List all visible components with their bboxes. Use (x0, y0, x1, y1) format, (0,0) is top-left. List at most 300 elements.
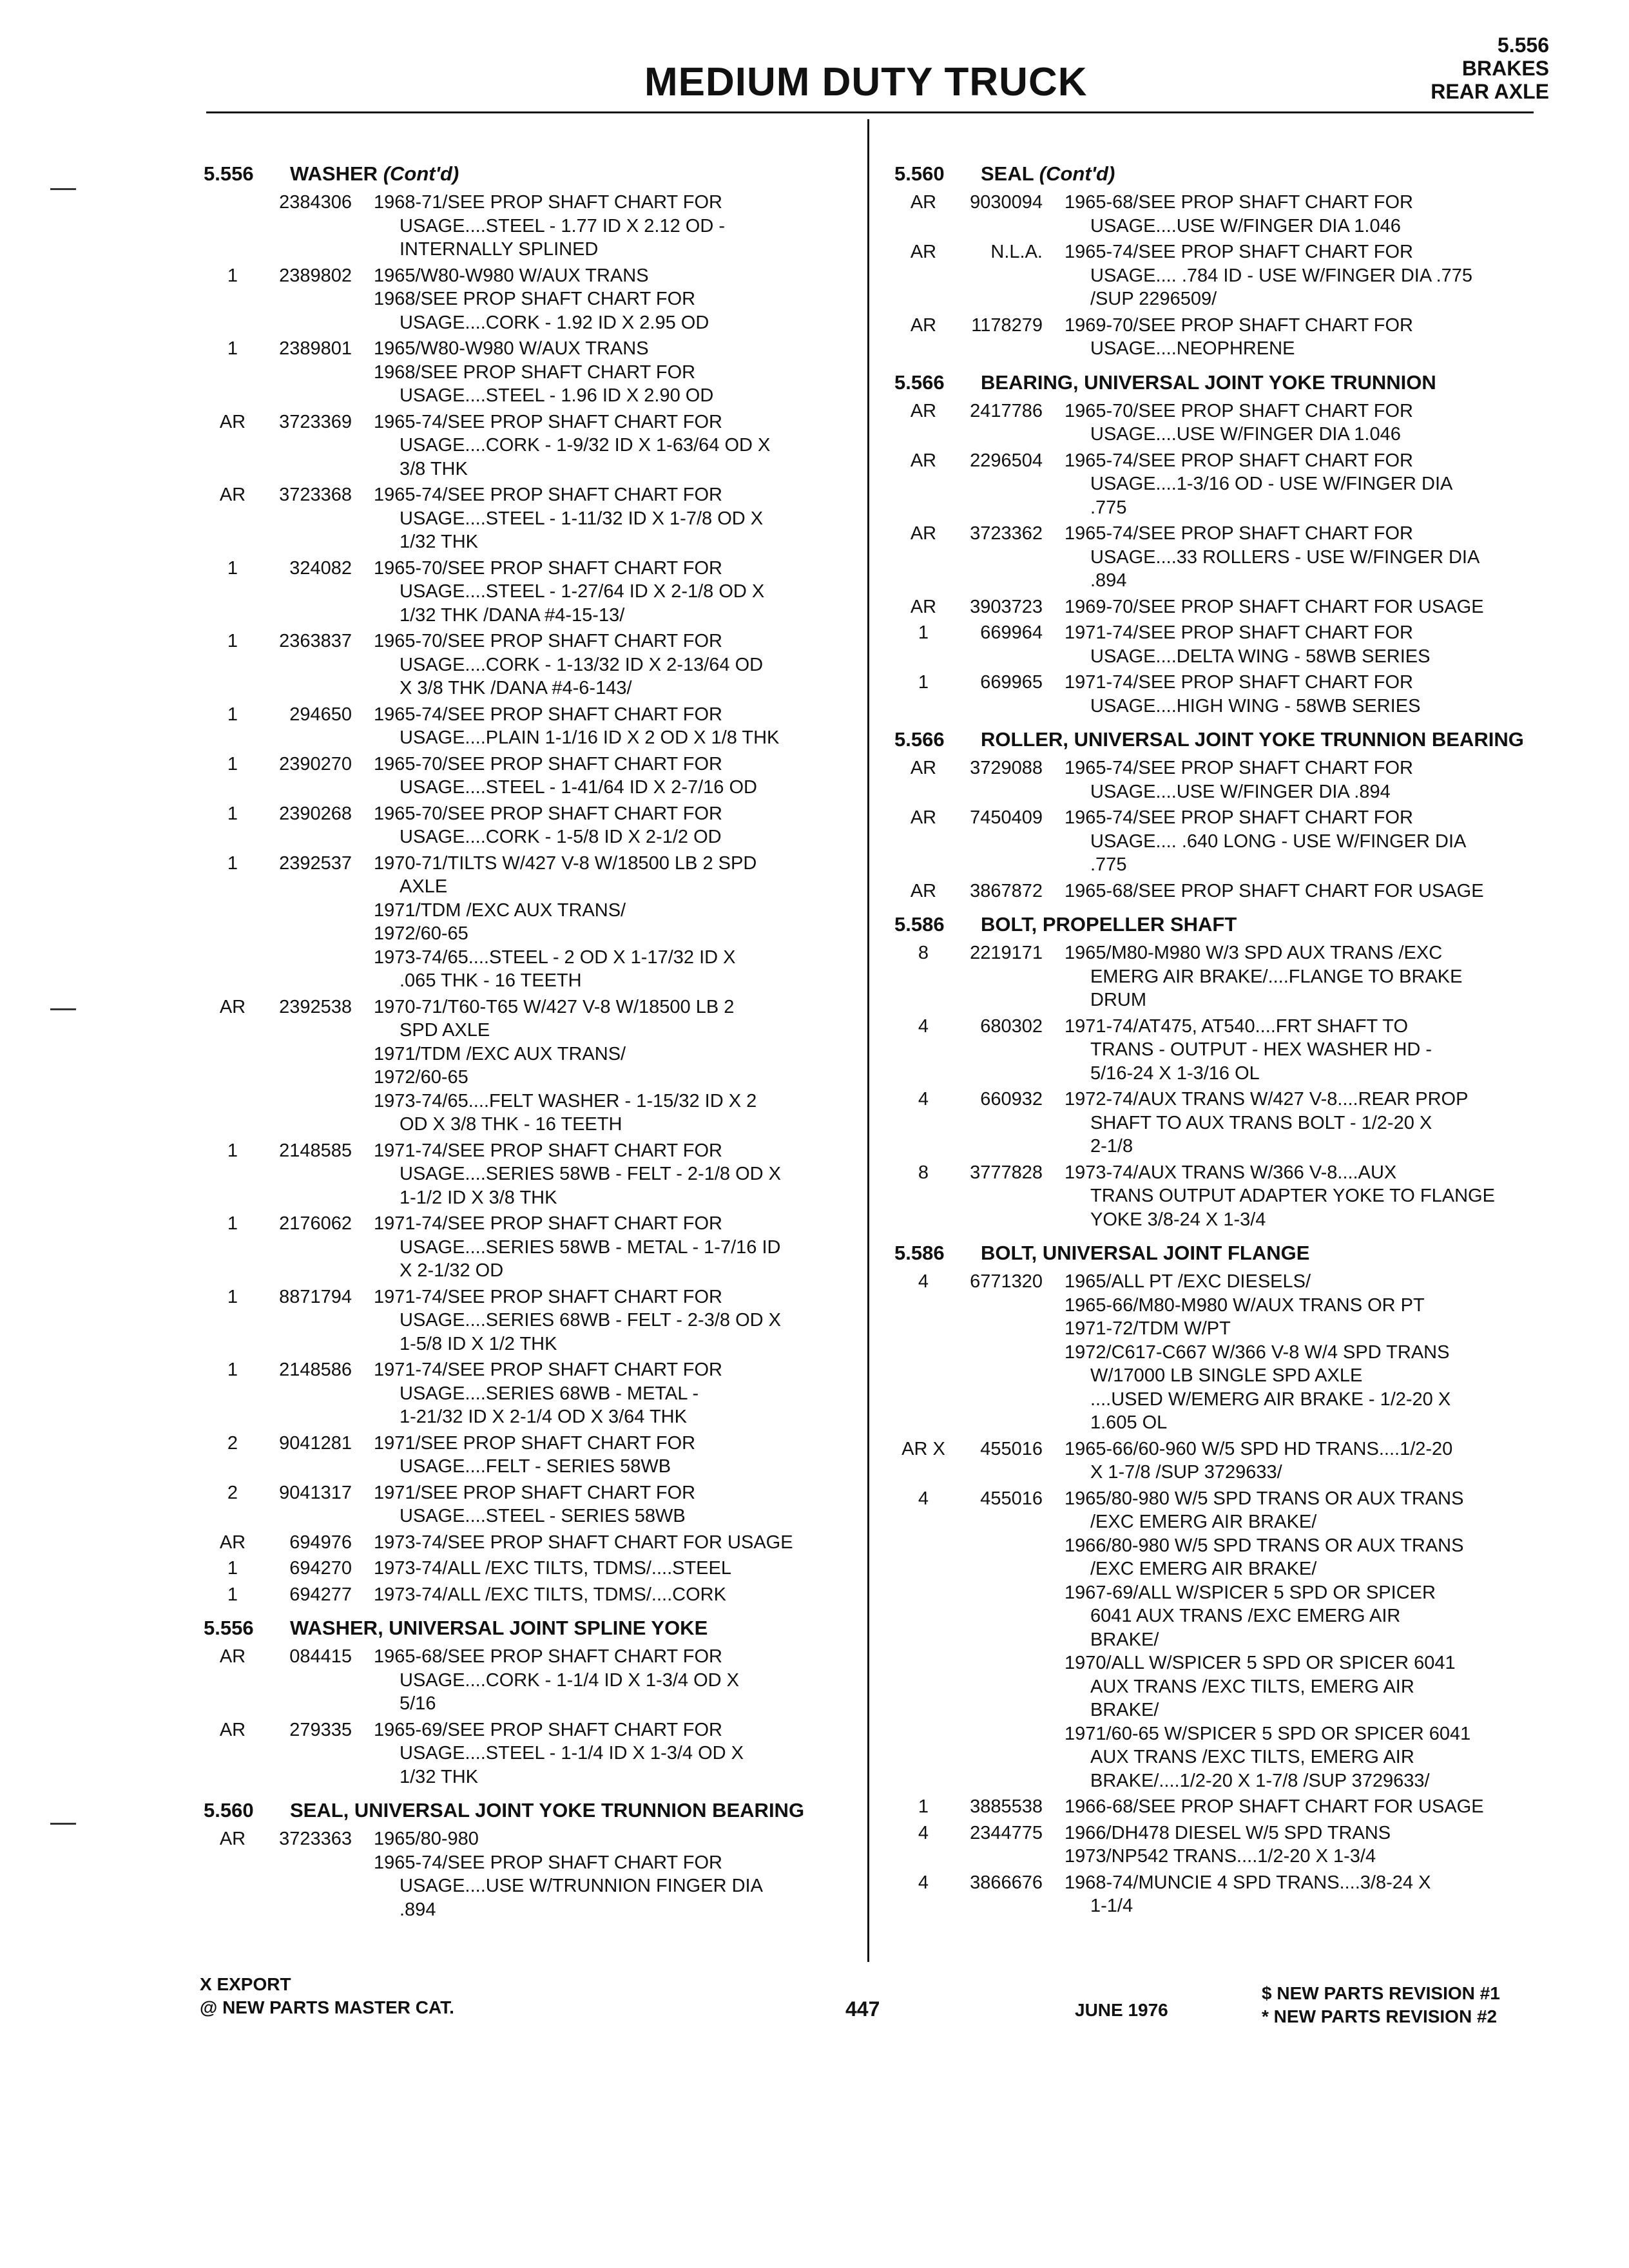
part-description (1065, 595, 1545, 619)
part-row (894, 1487, 1545, 1793)
description-line: 1971-74/SEE PROP SHAFT CHART FOR (374, 1286, 722, 1307)
description-line: USAGE....CORK - 1.92 ID X 2.95 OD (400, 312, 709, 333)
part-description (374, 1645, 854, 1716)
section-header-block (1431, 34, 1549, 103)
part-number: 3723369 (279, 411, 352, 432)
part-number: 660932 (980, 1089, 1043, 1110)
description-line: 1965-74/SEE PROP SHAFT CHART FOR (1065, 758, 1413, 778)
description-line: .894 (1090, 570, 1127, 591)
part-description (374, 852, 854, 993)
description-line: 1965/ALL PT /EXC DIESELS/ (1065, 1271, 1311, 1292)
description-line: USAGE....USE W/FINGER DIA .894 (1090, 781, 1391, 802)
part-description (374, 191, 854, 262)
part-number: 694976 (289, 1532, 352, 1553)
section-title: WASHER (Cont'd) (290, 162, 459, 185)
part-quantity: AR (910, 758, 937, 778)
description-line: 1971/SEE PROP SHAFT CHART FOR (374, 1482, 696, 1503)
part-description (374, 1827, 854, 1921)
part-description (1065, 314, 1545, 361)
part-quantity: AR (219, 485, 246, 505)
description-line: USAGE....USE W/TRUNNION FINGER DIA (400, 1876, 763, 1896)
description-line: 1965-68/SEE PROP SHAFT CHART FOR (374, 1646, 722, 1667)
description-line: USAGE....CORK - 1-5/8 ID X 2-1/2 OD (400, 827, 722, 847)
description-line: USAGE....SERIES 58WB - METAL - 1-7/16 ID (400, 1236, 781, 1258)
description-line: 1/32 THK /DANA #4-15-13/ (400, 604, 625, 626)
column-divider (867, 119, 869, 1962)
part-description (374, 1557, 854, 1581)
section-code: 5.556 (1497, 34, 1549, 57)
part-description (374, 703, 854, 750)
description-line: AXLE (400, 876, 448, 897)
description-line: USAGE....STEEL - 1-27/64 ID X 2-1/8 OD X (400, 581, 765, 602)
description-line: 1971-74/SEE PROP SHAFT CHART FOR (374, 1213, 722, 1234)
description-line: 1965-74/SEE PROP SHAFT CHART FOR (1065, 242, 1413, 262)
part-number: 2417786 (970, 400, 1043, 421)
part-row (894, 806, 1545, 877)
part-quantity: AR (910, 880, 937, 901)
description-line: /EXC EMERG AIR BRAKE/ (1090, 1512, 1317, 1532)
part-number: 2389802 (279, 265, 352, 286)
section-title: SEAL (Cont'd) (981, 162, 1115, 185)
description-line: USAGE....CORK - 1-1/4 ID X 1-3/4 OD X (400, 1669, 739, 1691)
part-row (204, 1557, 854, 1581)
part-quantity: 4 (918, 1089, 929, 1110)
description-line: 1/32 THK (400, 532, 478, 552)
part-description (1065, 1795, 1545, 1819)
continued-label: (Cont'd) (1039, 162, 1115, 185)
part-number: 694277 (289, 1584, 352, 1605)
description-line: USAGE....SERIES 68WB - FELT - 2-3/8 OD X (400, 1310, 781, 1331)
description-line: 1966/80-980 W/5 SPD TRANS OR AUX TRANS (1065, 1535, 1464, 1556)
part-quantity: 1 (227, 1286, 238, 1307)
part-row (894, 449, 1545, 520)
section-number: 5.556 (204, 1617, 254, 1639)
description-line: USAGE....SERIES 68WB - METAL - (400, 1383, 699, 1404)
part-row (204, 1718, 854, 1789)
description-line: USAGE....STEEL - 1-1/4 ID X 1-3/4 OD X (400, 1743, 744, 1763)
description-line: 1969-70/SEE PROP SHAFT CHART FOR (1065, 314, 1413, 336)
page-title: MEDIUM DUTY TRUCK (644, 60, 1088, 104)
description-line: .775 (1090, 497, 1127, 518)
part-description (374, 1718, 854, 1789)
part-quantity: AR (219, 411, 246, 432)
description-line: 1968/SEE PROP SHAFT CHART FOR (374, 289, 696, 309)
part-row (204, 1645, 854, 1716)
part-quantity: AR (219, 1829, 246, 1849)
description-line: 1971-74/AT475, AT540....FRT SHAFT TO (1065, 1015, 1409, 1037)
footer-rev1: $ NEW PARTS REVISION #1 (1262, 1983, 1500, 2003)
description-line: YOKE 3/8-24 X 1-3/4 (1090, 1209, 1266, 1230)
description-line: USAGE....USE W/FINGER DIA 1.046 (1090, 215, 1401, 236)
description-line: USAGE....NEOPHRENE (1090, 338, 1295, 359)
page-number: 447 (845, 1997, 880, 2021)
description-line: 1965/M80-M980 W/3 SPD AUX TRANS /EXC (1065, 943, 1443, 963)
footer-rev2: * NEW PARTS REVISION #2 (1262, 2006, 1498, 2026)
part-row (204, 337, 854, 408)
description-line: 1973/NP542 TRANS....1/2-20 X 1-3/4 (1065, 1846, 1376, 1867)
description-line: 1965-74/SEE PROP SHAFT CHART FOR (374, 1852, 722, 1873)
description-line: USAGE....1-3/16 OD - USE W/FINGER DIA (1090, 474, 1453, 494)
footer-master: @ NEW PARTS MASTER CAT. (200, 1997, 454, 2017)
description-line: 5/16-24 X 1-3/16 OL (1090, 1062, 1260, 1084)
part-row (894, 191, 1545, 238)
margin-mark (50, 188, 76, 190)
description-line: 1965-74/SEE PROP SHAFT CHART FOR (374, 411, 722, 432)
description-line: 1973-74/SEE PROP SHAFT CHART FOR USAGE (374, 1532, 793, 1553)
description-line: 1967-69/ALL W/SPICER 5 SPD OR SPICER (1065, 1582, 1436, 1603)
part-quantity: 1 (918, 1796, 929, 1817)
description-line: USAGE....USE W/FINGER DIA 1.046 (1090, 424, 1401, 445)
part-row (894, 671, 1545, 718)
section-title: WASHER, UNIVERSAL JOINT SPLINE YOKE (290, 1617, 708, 1639)
part-row (204, 483, 854, 554)
part-row (204, 410, 854, 481)
description-line: EMERG AIR BRAKE/....FLANGE TO BRAKE (1090, 966, 1463, 987)
description-line: 1971-74/SEE PROP SHAFT CHART FOR (374, 1360, 722, 1380)
part-quantity: 1 (227, 1140, 238, 1161)
part-description (1065, 399, 1545, 447)
part-row (204, 1531, 854, 1555)
description-line: AUX TRANS /EXC TILTS, EMERG AIR (1090, 1747, 1414, 1767)
part-row (204, 191, 854, 262)
description-line: 1965-70/SEE PROP SHAFT CHART FOR (1065, 400, 1413, 421)
description-line: 1971-72/TDM W/PT (1065, 1318, 1231, 1339)
part-row (894, 621, 1545, 668)
part-quantity: 1 (227, 852, 238, 874)
part-row (204, 1827, 854, 1921)
description-line: 1965-70/SEE PROP SHAFT CHART FOR (374, 631, 722, 651)
part-quantity: 2 (227, 1432, 238, 1454)
part-row (204, 703, 854, 750)
description-line: 1-21/32 ID X 2-1/4 OD X 3/64 THK (400, 1407, 687, 1427)
description-line: /EXC EMERG AIR BRAKE/ (1090, 1559, 1317, 1579)
description-line: 1971-74/SEE PROP SHAFT CHART FOR (374, 1140, 722, 1161)
description-line: USAGE....STEEL - SERIES 58WB (400, 1506, 686, 1526)
description-line: BRAKE/ (1090, 1700, 1159, 1720)
section-number: 5.556 (204, 162, 254, 185)
continued-label: (Cont'd) (383, 162, 459, 185)
part-description (1065, 522, 1545, 593)
part-description (374, 264, 854, 335)
part-quantity: AR (910, 192, 937, 213)
description-line: 1970/ALL W/SPICER 5 SPD OR SPICER 6041 (1065, 1653, 1456, 1673)
description-line: AUX TRANS /EXC TILTS, EMERG AIR (1090, 1676, 1414, 1697)
part-number: 2389801 (279, 338, 352, 359)
part-description (374, 1481, 854, 1528)
description-line: 1972/60-65 (374, 1067, 468, 1088)
part-row (894, 1821, 1545, 1869)
part-description (1065, 941, 1545, 1012)
description-line: TRANS - OUTPUT - HEX WASHER HD - (1090, 1039, 1432, 1060)
part-row (894, 1161, 1545, 1232)
part-row (204, 1481, 854, 1528)
description-line: USAGE....33 ROLLERS - USE W/FINGER DIA (1090, 546, 1480, 568)
part-number: 3885538 (970, 1796, 1043, 1817)
part-description (374, 483, 854, 554)
part-number: 2384306 (279, 192, 352, 213)
description-line: 1971/TDM /EXC AUX TRANS/ (374, 1043, 626, 1064)
part-row (204, 264, 854, 335)
part-description (374, 337, 854, 408)
section-heading (894, 913, 1545, 936)
part-number: 8871794 (279, 1286, 352, 1307)
description-line: 1965-66/M80-M980 W/AUX TRANS OR PT (1065, 1294, 1425, 1316)
part-quantity: 1 (227, 1213, 238, 1234)
part-number: 7450409 (970, 807, 1043, 828)
part-row (204, 995, 854, 1137)
part-row (894, 314, 1545, 361)
section-number: 5.560 (204, 1799, 254, 1821)
part-row (894, 756, 1545, 803)
description-line: 1965-74/SEE PROP SHAFT CHART FOR (374, 485, 722, 505)
part-number: 3777828 (970, 1162, 1043, 1183)
description-line: 1971/SEE PROP SHAFT CHART FOR (374, 1432, 696, 1454)
description-line: 1969-70/SEE PROP SHAFT CHART FOR USAGE (1065, 596, 1484, 617)
part-row (894, 941, 1545, 1012)
section-number: 5.560 (894, 162, 945, 185)
part-description (374, 1139, 854, 1210)
description-line: 6041 AUX TRANS /EXC EMERG AIR (1090, 1606, 1401, 1626)
part-row (894, 1015, 1545, 1086)
part-quantity: AR (910, 596, 937, 617)
part-quantity: 1 (227, 557, 238, 579)
description-line: 1971/TDM /EXC AUX TRANS/ (374, 899, 626, 921)
description-line: 5/16 (400, 1693, 436, 1714)
description-line: 1965-68/SEE PROP SHAFT CHART FOR (1065, 192, 1413, 213)
part-quantity: AR (219, 1719, 246, 1740)
part-quantity: 4 (918, 1872, 929, 1893)
part-description (1065, 1821, 1545, 1869)
part-row (204, 629, 854, 700)
part-description (1065, 1161, 1545, 1232)
part-quantity: 4 (918, 1271, 929, 1292)
part-number: 2219171 (970, 943, 1043, 963)
description-line: USAGE....PLAIN 1-1/16 ID X 2 OD X 1/8 THK (400, 727, 780, 748)
description-line: 3/8 THK (400, 458, 468, 479)
part-row (204, 1358, 854, 1429)
part-description (1065, 621, 1545, 668)
section-title: SEAL, UNIVERSAL JOINT YOKE TRUNNION BEARING (290, 1799, 805, 1821)
margin-mark (50, 1823, 76, 1825)
description-line: 1965/W80-W980 W/AUX TRANS (374, 338, 649, 359)
description-line: 1965-66/60-960 W/5 SPD HD TRANS....1/2-20 (1065, 1438, 1453, 1459)
part-number: 1178279 (971, 314, 1043, 336)
part-quantity: AR (910, 400, 937, 421)
part-row (894, 399, 1545, 447)
description-line: 1966/DH478 DIESEL W/5 SPD TRANS (1065, 1822, 1391, 1843)
description-line: USAGE.... .784 ID - USE W/FINGER DIA .775 (1090, 265, 1473, 286)
part-row (894, 240, 1545, 311)
part-row (894, 1437, 1545, 1485)
part-quantity: 4 (918, 1822, 929, 1843)
description-line: USAGE....STEEL - 1-41/64 ID X 2-7/16 OD (400, 777, 757, 798)
description-line: .894 (400, 1899, 436, 1920)
footer-export: X EXPORT (200, 1974, 291, 1994)
part-description (1065, 1871, 1545, 1918)
description-line: 1973-74/65....STEEL - 2 OD X 1-17/32 ID X (374, 947, 736, 968)
description-line: 1973-74/ALL /EXC TILTS, TDMS/....STEEL (374, 1558, 731, 1579)
description-line: 1965-70/SEE PROP SHAFT CHART FOR (374, 753, 722, 774)
part-number: 3723363 (279, 1829, 352, 1849)
section-heading (204, 1799, 854, 1822)
section-heading (204, 162, 854, 186)
part-number: 3729088 (970, 758, 1043, 778)
description-line: .775 (1090, 854, 1127, 875)
description-line: DRUM (1090, 990, 1146, 1010)
part-number: 2390270 (279, 753, 352, 774)
part-row (894, 522, 1545, 593)
part-number: 669964 (980, 622, 1043, 643)
part-number: 2390268 (279, 803, 352, 824)
part-number: N.L.A. (990, 242, 1043, 262)
part-quantity: 8 (918, 1162, 929, 1183)
part-description (374, 995, 854, 1137)
part-number: 669965 (980, 672, 1043, 693)
description-line: 1970-71/TILTS W/427 V-8 W/18500 LB 2 SPD (374, 852, 757, 874)
part-number: 3903723 (970, 596, 1043, 617)
part-quantity: 4 (918, 1015, 929, 1037)
part-quantity: 4 (918, 1488, 929, 1509)
part-quantity: 1 (227, 338, 238, 359)
part-number: 324082 (289, 557, 352, 579)
part-description (1065, 449, 1545, 520)
part-row (204, 1583, 854, 1607)
description-line: 1968/SEE PROP SHAFT CHART FOR (374, 361, 696, 383)
part-quantity: 1 (227, 265, 238, 286)
description-line: 1965-74/SEE PROP SHAFT CHART FOR (374, 704, 722, 725)
description-line: 1-1/4 (1090, 1896, 1133, 1916)
description-line: 1965-68/SEE PROP SHAFT CHART FOR USAGE (1065, 880, 1484, 901)
section-title: ROLLER, UNIVERSAL JOINT YOKE TRUNNION BEARING (981, 728, 1524, 751)
description-line: OD X 3/8 THK - 16 TEETH (400, 1114, 622, 1135)
description-line: USAGE....DELTA WING - 58WB SERIES (1090, 646, 1431, 667)
description-line: 1-1/2 ID X 3/8 THK (400, 1187, 557, 1208)
description-line: 1/32 THK (400, 1766, 478, 1787)
part-quantity: 1 (918, 672, 929, 693)
part-number: 279335 (289, 1719, 352, 1740)
description-line: 1968-74/MUNCIE 4 SPD TRANS....3/8-24 X (1065, 1872, 1431, 1893)
description-line: 2-1/8 (1090, 1136, 1133, 1157)
description-line: 1972/60-65 (374, 923, 468, 944)
part-row (204, 557, 854, 628)
description-line: 1968-71/SEE PROP SHAFT CHART FOR (374, 192, 722, 213)
section-subgroup: REAR AXLE (1431, 80, 1549, 103)
part-number: 2176062 (279, 1213, 352, 1234)
part-description (374, 410, 854, 481)
description-line: 1.605 OL (1090, 1412, 1168, 1433)
description-line: .065 THK - 16 TEETH (400, 970, 582, 991)
description-line: BRAKE/....1/2-20 X 1-7/8 /SUP 3729633/ (1090, 1770, 1430, 1791)
description-line: TRANS OUTPUT ADAPTER YOKE TO FLANGE (1090, 1186, 1495, 1206)
part-quantity: 1 (227, 631, 238, 651)
part-description (374, 557, 854, 628)
description-line: 1-5/8 ID X 1/2 THK (400, 1333, 557, 1354)
description-line: ....USED W/EMERG AIR BRAKE - 1/2-20 X (1090, 1389, 1451, 1410)
part-description (1065, 1088, 1545, 1158)
part-row (894, 1795, 1545, 1819)
section-title: BEARING, UNIVERSAL JOINT YOKE TRUNNION (981, 370, 1436, 394)
description-line: 1965-70/SEE PROP SHAFT CHART FOR (374, 557, 722, 579)
right-column (894, 152, 1545, 1921)
part-quantity (204, 191, 262, 262)
part-row (204, 1432, 854, 1479)
part-quantity: 1 (918, 622, 929, 643)
part-description (1065, 671, 1545, 718)
part-number: 3723368 (279, 485, 352, 505)
part-number: 9041281 (279, 1432, 352, 1454)
part-number: 2148586 (279, 1360, 352, 1380)
part-description (1065, 806, 1545, 877)
part-quantity: AR (910, 242, 937, 262)
description-line: USAGE....HIGH WING - 58WB SERIES (1090, 695, 1421, 716)
part-description (1065, 240, 1545, 311)
section-number: 5.566 (894, 728, 945, 751)
description-line: 1971-74/SEE PROP SHAFT CHART FOR (1065, 622, 1413, 643)
part-quantity: 1 (227, 803, 238, 824)
description-line: X 1-7/8 /SUP 3729633/ (1090, 1462, 1282, 1483)
part-quantity: 2 (227, 1482, 238, 1503)
part-number: 3866676 (970, 1872, 1043, 1893)
footer-legend-left (200, 1973, 454, 2019)
description-line: SPD AXLE (400, 1020, 490, 1041)
part-description (374, 1212, 854, 1283)
part-quantity: AR (910, 523, 937, 544)
description-line: USAGE....CORK - 1-13/32 ID X 2-13/64 OD (400, 654, 764, 675)
part-quantity: 1 (227, 1360, 238, 1380)
description-line: 1965-74/SEE PROP SHAFT CHART FOR (1065, 807, 1413, 828)
part-quantity: AR (910, 807, 937, 828)
part-quantity: AR (219, 1646, 246, 1667)
part-description (1065, 1270, 1545, 1435)
description-line: USAGE.... .640 LONG - USE W/FINGER DIA (1090, 831, 1467, 852)
description-line: USAGE....STEEL - 1.77 ID X 2.12 OD - (400, 215, 725, 236)
part-description (374, 1432, 854, 1479)
section-number: 5.566 (894, 370, 945, 394)
section-title: BOLT, PROPELLER SHAFT (981, 913, 1237, 936)
description-line: 1971/60-65 W/SPICER 5 SPD OR SPICER 6041 (1065, 1723, 1471, 1744)
part-description (374, 1531, 854, 1555)
part-description (1065, 191, 1545, 238)
part-number: 2363837 (279, 631, 352, 651)
description-line: 1965/W80-W980 W/AUX TRANS (374, 265, 649, 286)
part-row (894, 595, 1545, 619)
description-line: 1966-68/SEE PROP SHAFT CHART FOR USAGE (1065, 1796, 1484, 1817)
part-number: 2392538 (279, 996, 352, 1017)
part-quantity: 1 (227, 1558, 238, 1579)
part-number: 6771320 (970, 1271, 1043, 1292)
description-line: W/17000 LB SINGLE SPD AXLE (1090, 1365, 1363, 1386)
part-row (204, 1139, 854, 1210)
part-description (374, 753, 854, 800)
section-group: BRAKES (1461, 57, 1549, 80)
part-description (1065, 879, 1545, 903)
part-description (1065, 1015, 1545, 1086)
description-line: BRAKE/ (1090, 1629, 1159, 1650)
description-line: 1965/80-980 W/5 SPD TRANS OR AUX TRANS (1065, 1488, 1464, 1509)
description-line: 1973-74/AUX TRANS W/366 V-8....AUX (1065, 1162, 1397, 1183)
description-line: 1971-74/SEE PROP SHAFT CHART FOR (1065, 672, 1413, 693)
description-line: USAGE....STEEL - 1.96 ID X 2.90 OD (400, 385, 714, 406)
part-description (374, 1285, 854, 1356)
section-number: 5.586 (894, 1242, 945, 1264)
part-number: 3723362 (970, 523, 1043, 544)
part-quantity: AR (910, 314, 937, 336)
part-quantity: 1 (227, 1584, 238, 1605)
description-line: 1970-71/T60-T65 W/427 V-8 W/18500 LB 2 (374, 996, 735, 1017)
description-line: USAGE....CORK - 1-9/32 ID X 1-63/64 OD X (400, 435, 771, 456)
part-description (374, 802, 854, 849)
part-number: 294650 (289, 704, 352, 725)
